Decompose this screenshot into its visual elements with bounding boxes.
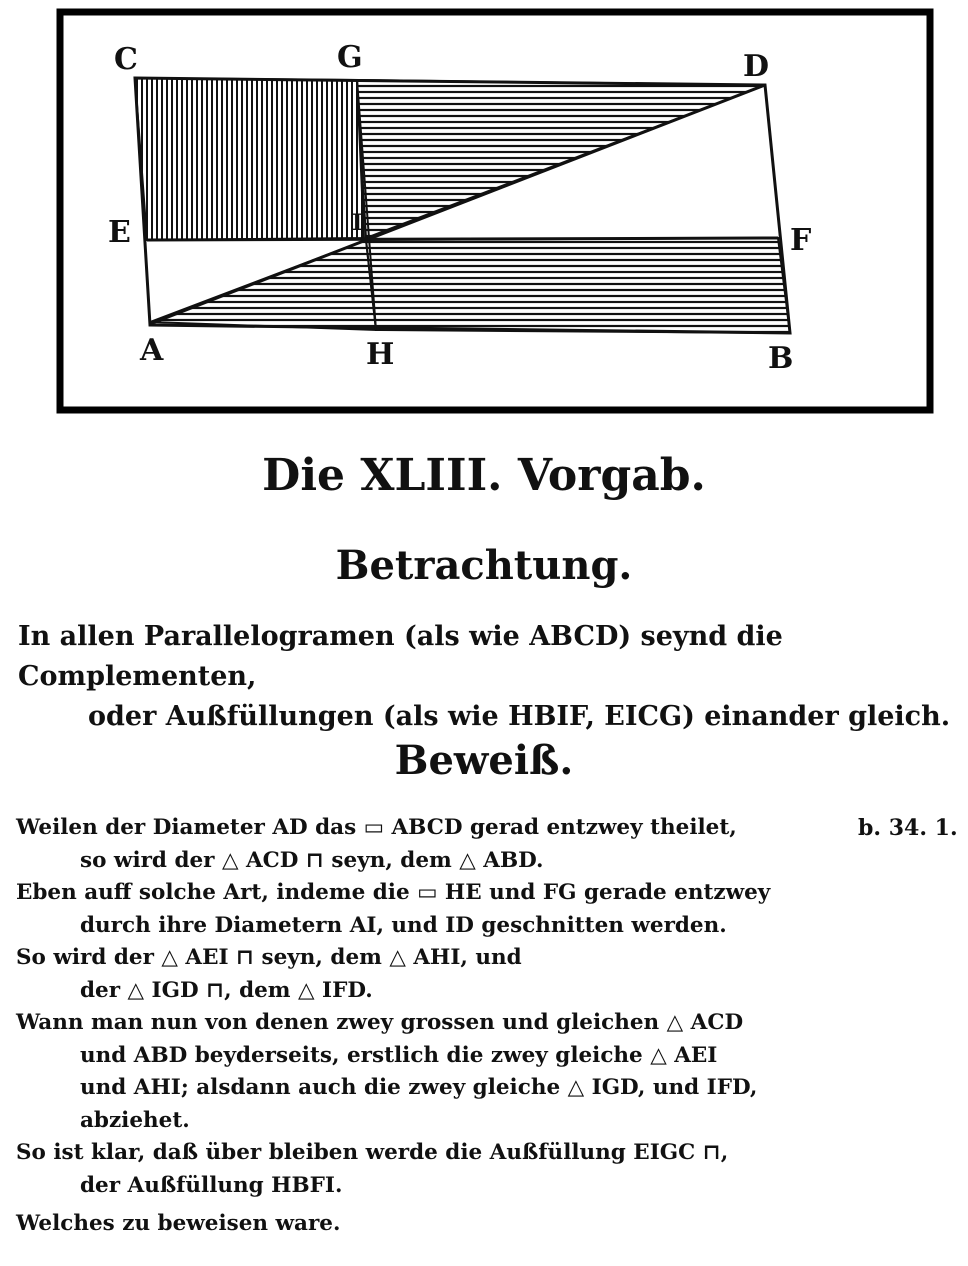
page-title: Die XLIII. Vorgab. <box>262 450 706 501</box>
proof-line: so wird der △ ACD ⊓ seyn, dem △ ABD. <box>80 847 544 873</box>
theorem-statement <box>18 617 968 737</box>
label-c: C <box>114 42 138 77</box>
section-heading-beweis: Beweiß. <box>394 737 574 784</box>
label-g: G <box>337 40 363 75</box>
label-i: I <box>352 210 363 236</box>
triangle-ahi <box>150 240 376 330</box>
proof-line: der Außfüllung HBFI. <box>80 1172 343 1198</box>
proof-line: Wann man nun von denen zwey grossen und gleichen △ ACD <box>16 1010 744 1035</box>
label-b: B <box>768 341 794 376</box>
label-f: F <box>790 223 812 258</box>
section-heading-betrachtung: Betrachtung. <box>335 542 633 589</box>
line-ef <box>147 238 778 240</box>
proof-line: und ABD beyderseits, erstlich die zwey gleiche △ AEI <box>80 1042 718 1068</box>
label-h: H <box>366 337 395 372</box>
label-e: E <box>108 215 131 250</box>
proof-line: der △ IGD ⊓, dem △ IFD. <box>80 977 373 1003</box>
triangle-gid <box>357 80 765 238</box>
proof-line: So wird der △ AEI ⊓ seyn, dem △ AHI, und <box>16 945 522 970</box>
proof-text <box>16 812 956 1241</box>
proof-line: Weilen der Diameter AD das ▭ ABCD gerad entzwey theilet, <box>16 815 737 840</box>
label-a: A <box>140 333 164 368</box>
proof-line: Eben auff solche Art, indeme die ▭ HE und FG gerade entzwey <box>16 880 771 905</box>
proof-line: und AHI; alsdann auch die zwey gleiche △ IGD, und IFD, <box>80 1075 758 1100</box>
theorem-line-1: In allen Parallelogramen (als wie ABCD) seynd die Complementen, <box>18 621 783 692</box>
proof-line: So ist klar, daß über bleiben werde die Außfüllung EIGC ⊓, <box>16 1140 729 1165</box>
proof-line: abziehet. <box>80 1107 190 1133</box>
margin-reference: b. 34. 1. <box>858 815 958 841</box>
label-d: D <box>743 49 770 84</box>
theorem-line-2: oder Außfüllungen (als wie HBIF, EICG) einander gleich. <box>88 701 951 732</box>
complement-eicg-hatch <box>135 78 364 240</box>
complement-hbfi <box>366 238 790 333</box>
proof-line: Welches zu beweisen ware. <box>16 1211 341 1236</box>
proof-line: durch ihre Diametern AI, und ID geschnitten werden. <box>80 912 727 938</box>
